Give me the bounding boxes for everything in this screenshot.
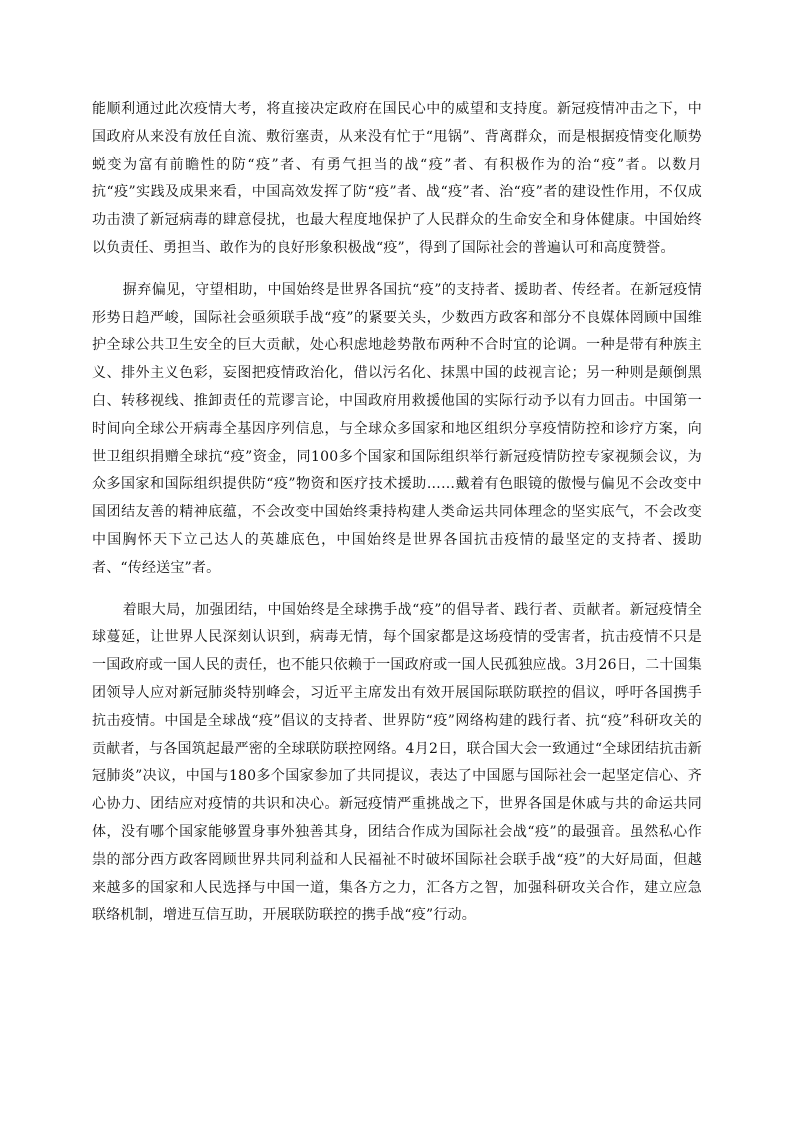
document-body <box>92 96 702 930</box>
paragraph-continuation: 能顺利通过此次疫情大考，将直接决定政府在国民心中的威望和支持度。新冠疫情冲击之下，中国政府从来没有放任自流、敷衍塞责，从来没有忙于“甩锅”、背离群众，而是根据疫情变化顺势蜕变为富有前瞻性的防“疫”者、有勇气担当的战“疫”者、有积极作为的治“疫”者。以数月抗“疫”实践及成果来看，中国高效发挥了防“疫”者、战“疫”者、治“疫”者的建设性作用，不仅成功击溃了新冠病毒的肆意侵扰，也最大程度地保护了人民群众的生命安全和身体健康。中国始终以负责任、勇担当、敢作为的良好形象积极战“疫”，得到了国际社会的普遍认可和高度赞誉。 <box>92 101 702 256</box>
paragraph-global-unity: 着眼大局，加强团结，中国始终是全球携手战“疫”的倡导者、践行者、贡献者。新冠疫情全球蔓延，让世界人民深刻认识到，病毒无情，每个国家都是这场疫情的受害者，抗击疫情不只是一国政府或一国人民的责任，也不能只依赖于一国政府或一国人民孤独应战。3月26日，二十国集团领导人应对新冠肺炎特别峰会，习近平主席发出有效开展国际联防联控的倡议，呼吁各国携手抗击疫情。中国是全球战“疫”倡议的支持者、世界防“疫”网络构建的践行者、抗“疫”科研攻关的贡献者，与各国筑起最严密的全球联防联控网络。4月2日，联合国大会一致通过“全球团结抗击新冠肺炎”决议，中国与180多个国家参加了共同提议，表达了中国愿与国际社会一起坚定信心、齐心协力、团结应对疫情的共识和决心。新冠疫情严重挑战之下，世界各国是休戚与共的命运共同体，没有哪个国家能够置身事外独善其身，团结合作成为国际社会战“疫”的最强音。虽然私心作祟的部分西方政客罔顾世界共同利益和人民福祉不时破坏国际社会联手战“疫”的大好局面，但越来越多的国家和人民选择与中国一道，集各方之力，汇各方之智，加强科研攻关合作，建立应急联络机制，增进互信互助，开展联防联控的携手战“疫”行动。 <box>92 601 702 924</box>
paragraph-support-role: 摒弃偏见，守望相助，中国始终是世界各国抗“疫”的支持者、援助者、传经者。在新冠疫情形势日趋严峻，国际社会亟须联手战“疫”的紧要关头，少数西方政客和部分不良媒体罔顾中国维护全球公共卫生安全的巨大贡献，处心积虑地趁势散布两种不合时宜的论调。一种是带有种族主义、排外主义色彩，妄图把疫情政治化，借以污名化、抹黑中国的歧视言论；另一种则是颠倒黑白、转移视线、推卸责任的荒谬言论，中国政府用救援他国的实际行动予以有力回击。中国第一时间向全球公开病毒全基因序列信息，与全球众多国家和地区组织分享疫情防控和诊疗方案，向世卫组织捐赠全球抗“疫”资金，同100多个国家和国际组织举行新冠疫情防控专家视频会议，为众多国家和国际组织提供防“疫”物资和医疗技术援助……戴着有色眼镜的傲慢与偏见不会改变中国团结友善的精神底蕴，不会改变中国始终秉持构建人类命运共同体理念的坚实底气，不会改变中国胸怀天下立己达人的英雄底色，中国始终是世界各国抗击疫情的最坚定的支持者、援助者、“传经送宝”者。 <box>92 281 702 576</box>
